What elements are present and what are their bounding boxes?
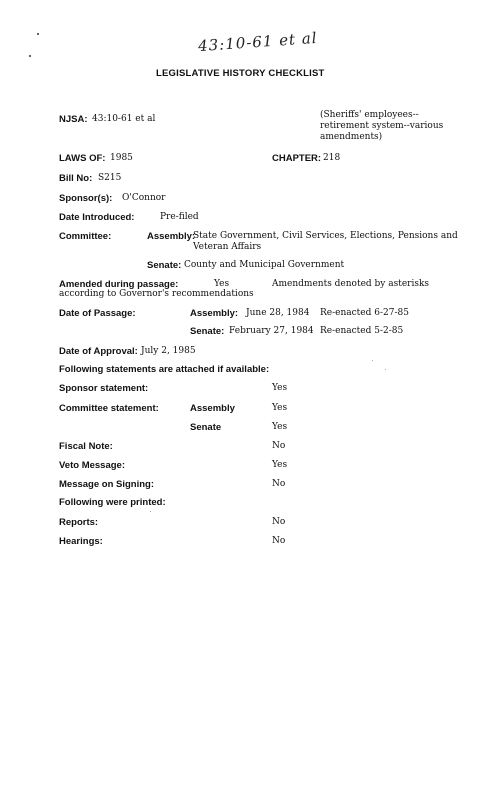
bill-no-label: Bill No: — [59, 173, 93, 184]
passage-assembly-reenacted: Re-enacted 6-27-85 — [320, 308, 409, 318]
sponsor-statement-value: Yes — [272, 383, 288, 393]
veto-message-label: Veto Message: — [59, 460, 125, 471]
passage-assembly-date: June 28, 1984 — [246, 308, 310, 318]
sponsor-statement-label: Sponsor statement: — [59, 383, 149, 394]
veto-message-value: Yes — [272, 460, 288, 470]
scan-speck — [37, 33, 39, 35]
committee-statement-senate-label: Senate — [190, 422, 222, 433]
amended-label: Amended during passage: — [59, 279, 179, 290]
amended-note: Amendments denoted by asterisks — [272, 279, 430, 289]
fiscal-note-label: Fiscal Note: — [59, 441, 113, 452]
passage-senate-reenacted: Re-enacted 5-2-85 — [320, 326, 404, 336]
reports-value: No — [272, 517, 286, 527]
passage-label: Date of Passage: — [59, 308, 136, 319]
date-introduced-label: Date Introduced: — [59, 212, 135, 223]
sponsor-label: Sponsor(s): — [59, 193, 113, 204]
message-signing-label: Message on Signing: — [59, 479, 155, 490]
chapter-label: CHAPTER: — [272, 153, 322, 164]
committee-assembly-label: Assembly: — [147, 231, 196, 242]
committee-assembly-value: State Government, Civil Services, Elections, Pensions and Veteran Affairs — [193, 231, 458, 252]
scan-speck — [29, 55, 31, 57]
approval-label: Date of Approval: — [59, 346, 138, 357]
njsa-label: NJSA: — [59, 114, 88, 125]
page-title: LEGISLATIVE HISTORY CHECKLIST — [156, 68, 325, 79]
committee-statement-assembly-value: Yes — [272, 403, 288, 413]
hearings-label: Hearings: — [59, 536, 103, 547]
laws-of-value: 1985 — [110, 153, 133, 163]
committee-senate-value: County and Municipal Government — [184, 260, 345, 270]
amended-value: Yes — [214, 279, 230, 289]
date-introduced-value: Pre-filed — [160, 212, 199, 222]
sponsor-value: O'Connor — [122, 193, 166, 203]
committee-statement-label: Committee statement: — [59, 403, 159, 414]
committee-statement-senate-value: Yes — [272, 422, 288, 432]
approval-value: July 2, 1985 — [141, 346, 196, 356]
committee-label: Committee: — [59, 231, 112, 242]
committee-senate-label: Senate: — [147, 260, 182, 271]
handwritten-annotation: 43:10-61 et al — [197, 28, 319, 56]
amended-note-continued: according to Governor's recommendations — [59, 289, 254, 299]
passage-senate-date: February 27, 1984 — [229, 326, 314, 336]
committee-statement-assembly-label: Assembly — [190, 403, 235, 414]
chapter-value: 218 — [323, 153, 341, 163]
reports-label: Reports: — [59, 517, 99, 528]
passage-senate-label: Senate: — [190, 326, 225, 337]
hearings-value: No — [272, 536, 286, 546]
scan-speck — [372, 360, 373, 361]
passage-assembly-label: Assembly: — [190, 308, 239, 319]
bill-no-value: S215 — [98, 173, 122, 183]
message-signing-value: No — [272, 479, 286, 489]
laws-of-label: LAWS OF: — [59, 153, 106, 164]
printed-header: Following were printed: — [59, 497, 166, 508]
njsa-note: (Sheriffs' employees-- retirement system--various amendments) — [320, 110, 444, 142]
fiscal-note-value: No — [272, 441, 286, 451]
scan-speck — [385, 369, 386, 370]
statements-header: Following statements are attached if available: — [59, 364, 270, 375]
scan-speck — [150, 511, 151, 512]
njsa-value: 43:10-61 et al — [92, 114, 156, 124]
